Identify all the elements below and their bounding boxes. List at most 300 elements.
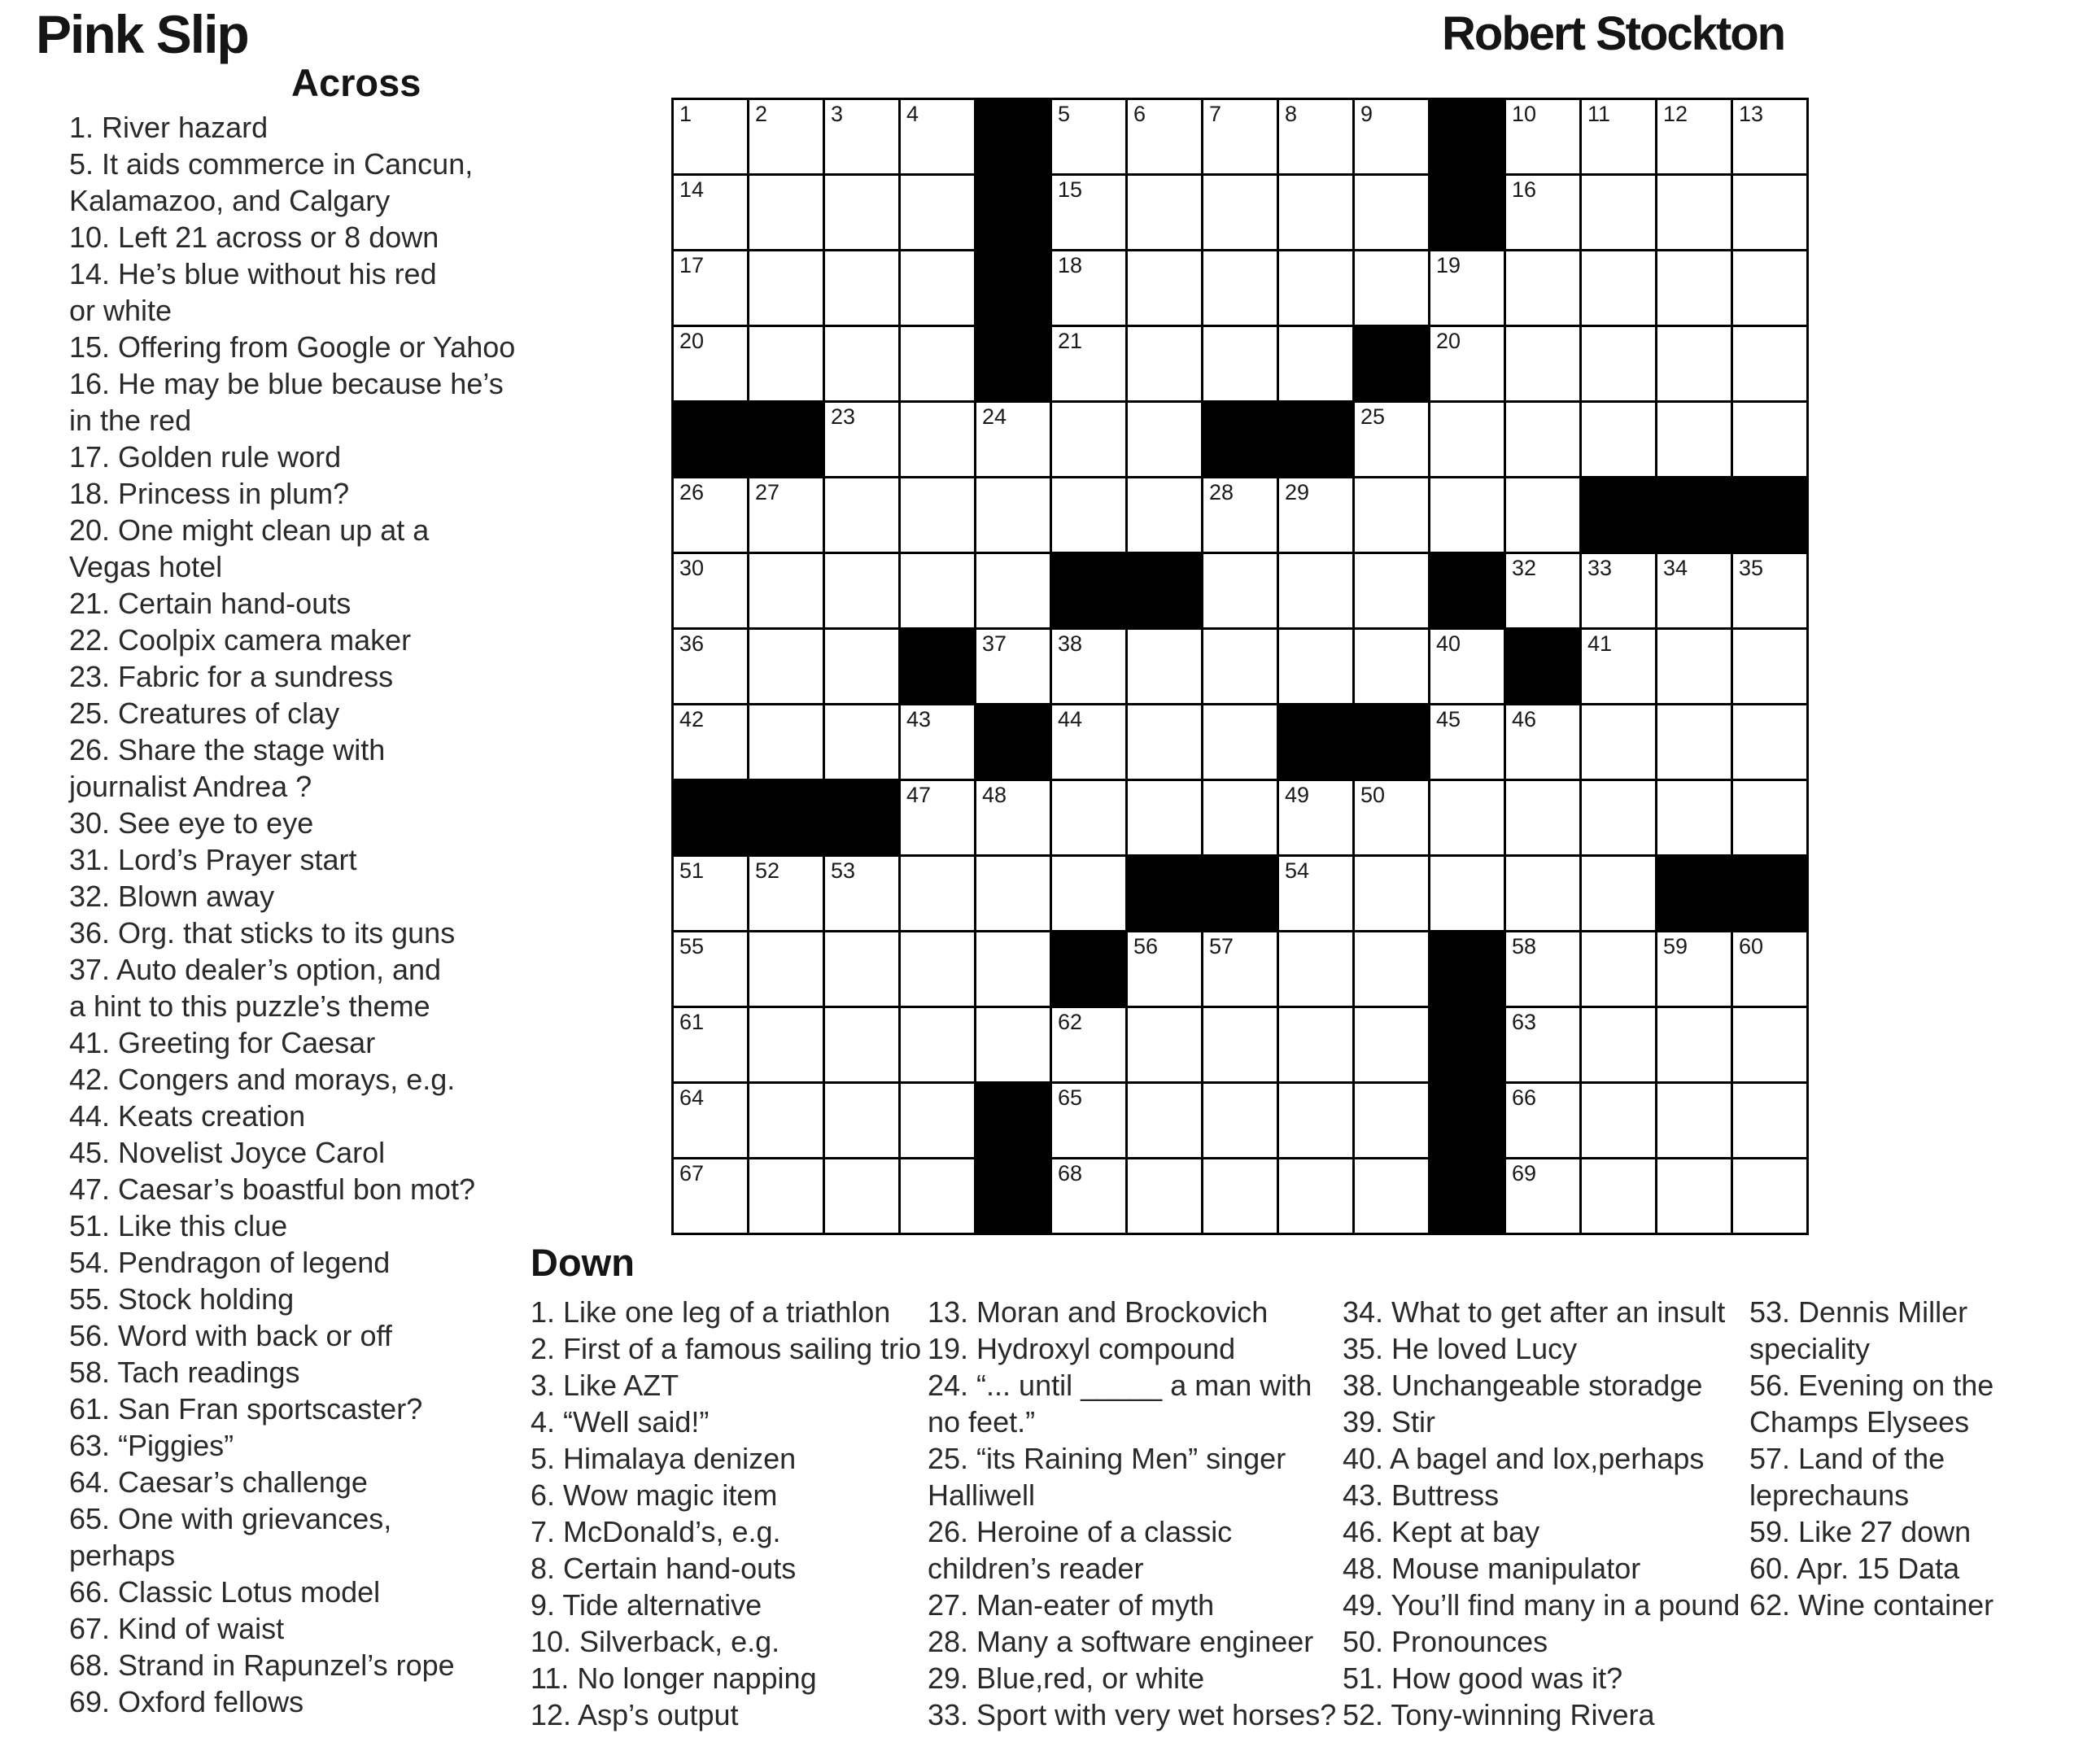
down-clue-line: 43. Buttress xyxy=(1343,1478,1500,1512)
grid-cell[interactable] xyxy=(825,705,898,779)
grid-cell[interactable] xyxy=(901,781,974,854)
grid-cell[interactable] xyxy=(1582,781,1655,854)
down-clue-line: 48. Mouse manipulator xyxy=(1343,1552,1641,1585)
grid-cell[interactable] xyxy=(1355,1008,1428,1081)
grid-cell[interactable] xyxy=(674,554,747,627)
grid-cell[interactable] xyxy=(1733,781,1806,854)
grid-cell[interactable] xyxy=(1203,251,1277,325)
grid-cell[interactable] xyxy=(1582,1008,1655,1081)
grid-cell[interactable] xyxy=(1355,478,1428,552)
down-clue-line: Halliwell xyxy=(928,1478,1036,1512)
down-clue-line: 40. A bagel and lox,perhaps xyxy=(1343,1442,1705,1475)
grid-cell[interactable] xyxy=(1733,327,1806,400)
cell-number: 19 xyxy=(1436,253,1461,277)
grid-cell[interactable] xyxy=(1506,857,1579,930)
grid-cell[interactable] xyxy=(1052,1084,1125,1157)
grid-cell[interactable] xyxy=(1203,554,1277,627)
grid-cell-black xyxy=(1052,554,1125,627)
grid-cell[interactable] xyxy=(1052,478,1125,552)
grid-cell[interactable] xyxy=(749,630,823,703)
across-clue-line: 26. Share the stage with xyxy=(69,733,386,766)
grid-cell[interactable] xyxy=(1355,554,1428,627)
grid-cell[interactable] xyxy=(1733,1008,1806,1081)
grid-cell-black xyxy=(1279,403,1352,476)
grid-cell[interactable] xyxy=(1657,176,1731,249)
grid-cell[interactable] xyxy=(1582,705,1655,779)
grid-cell[interactable] xyxy=(1582,630,1655,703)
grid-cell[interactable] xyxy=(674,100,747,173)
cell-number: 62 xyxy=(1058,1010,1083,1034)
grid-cell[interactable] xyxy=(901,1008,974,1081)
across-clue-line: or white xyxy=(69,294,172,327)
across-clue-line: 23. Fabric for a sundress xyxy=(69,660,394,693)
grid-cell[interactable] xyxy=(749,251,823,325)
grid-cell[interactable] xyxy=(749,1159,823,1233)
across-clue-line: 47. Caesar’s boastful bon mot? xyxy=(69,1172,475,1206)
grid-cell[interactable] xyxy=(1657,1008,1731,1081)
grid-cell[interactable] xyxy=(1657,100,1731,173)
grid-cell[interactable] xyxy=(1355,781,1428,854)
grid-cell-black xyxy=(1279,705,1352,779)
down-clue-line: leprechauns xyxy=(1749,1478,1910,1512)
grid-cell[interactable] xyxy=(1733,251,1806,325)
grid-cell[interactable] xyxy=(1203,1008,1277,1081)
grid-cell[interactable] xyxy=(1657,932,1731,1006)
cell-number: 64 xyxy=(679,1085,705,1110)
grid-cell-black xyxy=(1203,857,1277,930)
down-clue-line: 60. Apr. 15 Data xyxy=(1749,1552,1960,1585)
grid-cell[interactable] xyxy=(901,1084,974,1157)
grid-cell-black xyxy=(976,251,1050,325)
grid-cell[interactable] xyxy=(1430,403,1504,476)
across-clue-list xyxy=(69,109,590,1720)
grid-cell-black xyxy=(1506,630,1579,703)
cell-number: 23 xyxy=(831,404,856,429)
grid-cell[interactable] xyxy=(1506,781,1579,854)
grid-cell[interactable] xyxy=(674,705,747,779)
cell-number: 52 xyxy=(755,858,780,883)
grid-cell[interactable] xyxy=(1582,1084,1655,1157)
down-clue-column-1 xyxy=(531,1294,931,1733)
grid-cell[interactable] xyxy=(976,478,1050,552)
down-clue-column-2 xyxy=(928,1294,1341,1733)
cell-number: 37 xyxy=(982,631,1007,656)
across-clue-line: 16. He may be blue because he’s xyxy=(69,367,504,400)
grid-cell[interactable] xyxy=(1506,554,1579,627)
grid-cell[interactable] xyxy=(1355,100,1428,173)
across-clue-line: 65. One with grievances, xyxy=(69,1502,392,1535)
grid-cell[interactable] xyxy=(1355,403,1428,476)
grid-cell[interactable] xyxy=(1279,781,1352,854)
cell-number: 48 xyxy=(982,783,1007,807)
cell-number: 20 xyxy=(1436,329,1461,353)
across-clue-line: 61. San Fran sportscaster? xyxy=(69,1392,423,1426)
across-clue-line: perhaps xyxy=(69,1539,176,1572)
grid-cell[interactable] xyxy=(1430,478,1504,552)
cell-number: 59 xyxy=(1663,934,1688,958)
cell-number: 36 xyxy=(679,631,705,656)
grid-cell[interactable] xyxy=(1203,327,1277,400)
grid-cell[interactable] xyxy=(825,630,898,703)
grid-cell-black xyxy=(1430,1008,1504,1081)
grid-cell[interactable] xyxy=(1128,1008,1201,1081)
cell-number: 58 xyxy=(1512,934,1537,958)
grid-cell[interactable] xyxy=(825,932,898,1006)
puzzle-title: Pink Slip xyxy=(36,4,248,64)
grid-cell[interactable] xyxy=(674,857,747,930)
grid-cell[interactable] xyxy=(749,478,823,552)
grid-cell[interactable] xyxy=(1733,932,1806,1006)
grid-cell[interactable] xyxy=(1128,932,1201,1006)
grid-cell[interactable] xyxy=(976,781,1050,854)
grid-cell[interactable] xyxy=(1506,176,1579,249)
cell-number: 35 xyxy=(1739,556,1764,580)
down-clue-line: 25. “its Raining Men” singer xyxy=(928,1442,1286,1475)
grid-cell-black xyxy=(1582,478,1655,552)
grid-cell[interactable] xyxy=(901,554,974,627)
grid-cell[interactable] xyxy=(825,857,898,930)
grid-cell[interactable] xyxy=(825,478,898,552)
grid-cell[interactable] xyxy=(825,403,898,476)
across-clue-line: 68. Strand in Rapunzel’s rope xyxy=(69,1648,455,1682)
grid-cell-black xyxy=(976,327,1050,400)
grid-cell[interactable] xyxy=(674,176,747,249)
grid-cell[interactable] xyxy=(749,327,823,400)
grid-cell[interactable] xyxy=(1128,630,1201,703)
cell-number: 53 xyxy=(831,858,856,883)
across-clue-line: 22. Coolpix camera maker xyxy=(69,623,412,657)
grid-cell[interactable] xyxy=(1657,403,1731,476)
grid-cell[interactable] xyxy=(674,630,747,703)
grid-cell[interactable] xyxy=(1279,176,1352,249)
grid-cell[interactable] xyxy=(1430,630,1504,703)
grid-cell[interactable] xyxy=(674,478,747,552)
grid-cell[interactable] xyxy=(1657,630,1731,703)
grid-cell[interactable] xyxy=(1506,705,1579,779)
grid-cell[interactable] xyxy=(1052,327,1125,400)
down-clue-line: 33. Sport with very wet horses? xyxy=(928,1698,1337,1731)
grid-cell[interactable] xyxy=(1128,705,1201,779)
grid-cell[interactable] xyxy=(674,1008,747,1081)
cell-number: 57 xyxy=(1209,934,1234,958)
down-clue-line: Champs Elysees xyxy=(1749,1405,1970,1439)
grid-cell[interactable] xyxy=(976,630,1050,703)
grid-cell[interactable] xyxy=(1052,705,1125,779)
cell-number: 1 xyxy=(679,102,692,126)
down-clue-line: 7. McDonald’s, e.g. xyxy=(531,1515,781,1548)
down-clue-line: 5. Himalaya denizen xyxy=(531,1442,797,1475)
grid-cell[interactable] xyxy=(1279,1084,1352,1157)
grid-cell[interactable] xyxy=(1279,857,1352,930)
grid-cell[interactable] xyxy=(1052,403,1125,476)
grid-cell[interactable] xyxy=(1733,100,1806,173)
grid-cell[interactable] xyxy=(1582,327,1655,400)
across-clue-line: 1. River hazard xyxy=(69,111,269,144)
grid-cell[interactable] xyxy=(1203,1159,1277,1233)
down-clue-line: 56. Evening on the xyxy=(1749,1369,1994,1402)
grid-cell[interactable] xyxy=(1355,1084,1428,1157)
grid-cell[interactable] xyxy=(1128,327,1201,400)
cell-number: 17 xyxy=(679,253,705,277)
cell-number: 24 xyxy=(982,404,1007,429)
grid-cell[interactable] xyxy=(825,327,898,400)
grid-cell[interactable] xyxy=(674,327,747,400)
grid-cell[interactable] xyxy=(1355,630,1428,703)
grid-cell[interactable] xyxy=(1657,1084,1731,1157)
grid-cell[interactable] xyxy=(825,100,898,173)
across-clue-line: 55. Stock holding xyxy=(69,1282,295,1316)
grid-cell[interactable] xyxy=(1279,554,1352,627)
grid-cell[interactable] xyxy=(1506,932,1579,1006)
cell-number: 68 xyxy=(1058,1161,1083,1185)
cell-number: 55 xyxy=(679,934,705,958)
grid-cell[interactable] xyxy=(1128,781,1201,854)
grid-cell[interactable] xyxy=(749,1008,823,1081)
grid-cell[interactable] xyxy=(1582,403,1655,476)
across-clue-line: 37. Auto dealer’s option, and xyxy=(69,953,442,986)
grid-cell[interactable] xyxy=(1582,1159,1655,1233)
grid-cell[interactable] xyxy=(1582,251,1655,325)
grid-cell[interactable] xyxy=(1733,1084,1806,1157)
grid-cell[interactable] xyxy=(901,1159,974,1233)
grid-cell[interactable] xyxy=(749,176,823,249)
grid-cell[interactable] xyxy=(1506,1159,1579,1233)
grid-cell[interactable] xyxy=(825,554,898,627)
cell-number: 44 xyxy=(1058,707,1083,731)
grid-cell[interactable] xyxy=(1657,781,1731,854)
down-clue-line: 2. First of a famous sailing trio xyxy=(531,1332,922,1365)
grid-cell[interactable] xyxy=(901,100,974,173)
grid-cell[interactable] xyxy=(825,1008,898,1081)
down-clue-line: 27. Man-eater of myth xyxy=(928,1588,1215,1622)
down-clue-line: 28. Many a software engineer xyxy=(928,1625,1314,1658)
grid-cell[interactable] xyxy=(1733,630,1806,703)
cell-number: 41 xyxy=(1587,631,1613,656)
across-clue-line: 64. Caesar’s challenge xyxy=(69,1465,368,1499)
cell-number: 8 xyxy=(1285,102,1298,126)
grid-cell[interactable] xyxy=(1506,1084,1579,1157)
grid-cell[interactable] xyxy=(1355,251,1428,325)
grid-cell[interactable] xyxy=(901,176,974,249)
grid-cell[interactable] xyxy=(1279,100,1352,173)
down-clue-line: 26. Heroine of a classic xyxy=(928,1515,1233,1548)
across-clue-line: 14. He’s blue without his red xyxy=(69,257,437,290)
across-clue-line: 58. Tach readings xyxy=(69,1356,300,1389)
across-clue-line: 31. Lord’s Prayer start xyxy=(69,843,357,876)
grid-cell[interactable] xyxy=(901,327,974,400)
grid-cell[interactable] xyxy=(1128,478,1201,552)
across-clue-line: 18. Princess in plum? xyxy=(69,477,350,510)
grid-cell[interactable] xyxy=(1279,251,1352,325)
grid-cell[interactable] xyxy=(1430,327,1504,400)
grid-cell[interactable] xyxy=(1506,100,1579,173)
grid-cell[interactable] xyxy=(749,857,823,930)
cell-number: 40 xyxy=(1436,631,1461,656)
grid-cell[interactable] xyxy=(1279,932,1352,1006)
grid-cell[interactable] xyxy=(674,1084,747,1157)
cell-number: 10 xyxy=(1512,102,1537,126)
grid-cell[interactable] xyxy=(749,1084,823,1157)
grid-cell[interactable] xyxy=(825,251,898,325)
grid-cell[interactable] xyxy=(901,478,974,552)
grid-cell[interactable] xyxy=(976,403,1050,476)
grid-cell[interactable] xyxy=(825,176,898,249)
cell-number: 11 xyxy=(1587,102,1611,126)
grid-cell[interactable] xyxy=(1430,705,1504,779)
down-clue-line: 19. Hydroxyl compound xyxy=(928,1332,1236,1365)
grid-cell[interactable] xyxy=(1052,100,1125,173)
cell-number: 12 xyxy=(1663,102,1688,126)
grid-cell[interactable] xyxy=(1203,478,1277,552)
grid-cell[interactable] xyxy=(674,1159,747,1233)
grid-cell[interactable] xyxy=(976,554,1050,627)
grid-cell[interactable] xyxy=(749,932,823,1006)
grid-cell[interactable] xyxy=(1733,1159,1806,1233)
grid-cell[interactable] xyxy=(1203,705,1277,779)
cell-number: 51 xyxy=(679,858,705,883)
grid-cell[interactable] xyxy=(1430,857,1504,930)
grid-cell[interactable] xyxy=(1657,251,1731,325)
grid-cell[interactable] xyxy=(1657,1159,1731,1233)
grid-cell[interactable] xyxy=(1203,781,1277,854)
down-clue-line: 1. Like one leg of a triathlon xyxy=(531,1295,891,1329)
grid-cell[interactable] xyxy=(825,1159,898,1233)
cell-number: 14 xyxy=(679,177,705,202)
grid-cell[interactable] xyxy=(901,705,974,779)
grid-cell[interactable] xyxy=(1279,478,1352,552)
grid-cell[interactable] xyxy=(901,403,974,476)
grid-cell-black xyxy=(1430,554,1504,627)
grid-cell[interactable] xyxy=(1052,251,1125,325)
grid-cell[interactable] xyxy=(1128,403,1201,476)
grid-cell-black xyxy=(674,403,747,476)
grid-cell[interactable] xyxy=(1733,176,1806,249)
grid-cell[interactable] xyxy=(1203,932,1277,1006)
grid-cell-black xyxy=(1355,327,1428,400)
cell-number: 15 xyxy=(1058,177,1083,202)
grid-cell[interactable] xyxy=(1506,403,1579,476)
grid-cell[interactable] xyxy=(674,932,747,1006)
grid-cell[interactable] xyxy=(1128,176,1201,249)
grid-cell[interactable] xyxy=(1657,705,1731,779)
grid-cell[interactable] xyxy=(1506,1008,1579,1081)
grid-cell[interactable] xyxy=(1203,100,1277,173)
down-clue-line: 39. Stir xyxy=(1343,1405,1436,1439)
down-clue-line: 10. Silverback, e.g. xyxy=(531,1625,780,1658)
grid-cell[interactable] xyxy=(749,554,823,627)
grid-cell[interactable] xyxy=(976,857,1050,930)
cell-number: 33 xyxy=(1587,556,1613,580)
down-clue-column-3 xyxy=(1343,1294,1748,1733)
cell-number: 60 xyxy=(1739,934,1764,958)
grid-cell-black xyxy=(1430,176,1504,249)
down-clue-line: 11. No longer napping xyxy=(531,1661,817,1695)
grid-cell[interactable] xyxy=(1733,705,1806,779)
grid-cell-black xyxy=(976,1084,1050,1157)
grid-cell[interactable] xyxy=(901,857,974,930)
puzzle-author: Robert Stockton xyxy=(1442,7,1785,60)
down-clue-line: 24. “... until _____ a man with xyxy=(928,1369,1312,1402)
cell-number: 16 xyxy=(1512,177,1537,202)
grid-cell[interactable] xyxy=(1052,781,1125,854)
grid-cell[interactable] xyxy=(674,251,747,325)
grid-cell[interactable] xyxy=(1582,554,1655,627)
grid-cell[interactable] xyxy=(1128,1084,1201,1157)
grid-cell[interactable] xyxy=(1430,251,1504,325)
grid-cell[interactable] xyxy=(825,1084,898,1157)
grid-cell-black xyxy=(1128,857,1201,930)
grid-cell[interactable] xyxy=(1506,478,1579,552)
grid-cell[interactable] xyxy=(976,1008,1050,1081)
grid-cell[interactable] xyxy=(1657,554,1731,627)
down-clue-line: 52. Tony-winning Rivera xyxy=(1343,1698,1655,1731)
across-clue-line: 69. Oxford fellows xyxy=(69,1685,304,1718)
grid-cell[interactable] xyxy=(1355,932,1428,1006)
across-clue-line: 45. Novelist Joyce Carol xyxy=(69,1136,386,1169)
across-clue-line: 20. One might clean up at a xyxy=(69,513,430,547)
grid-cell[interactable] xyxy=(901,932,974,1006)
grid-cell[interactable] xyxy=(1203,630,1277,703)
grid-cell[interactable] xyxy=(1052,857,1125,930)
across-clue-line: 15. Offering from Google or Yahoo xyxy=(69,330,516,364)
grid-cell[interactable] xyxy=(1128,1159,1201,1233)
cell-number: 46 xyxy=(1512,707,1537,731)
grid-cell[interactable] xyxy=(1430,781,1504,854)
grid-cell[interactable] xyxy=(1506,251,1579,325)
grid-cell[interactable] xyxy=(1279,1008,1352,1081)
grid-cell[interactable] xyxy=(1582,176,1655,249)
grid-cell-black xyxy=(1733,857,1806,930)
across-clue-line: 36. Org. that sticks to its guns xyxy=(69,916,456,950)
grid-cell[interactable] xyxy=(1203,176,1277,249)
grid-cell[interactable] xyxy=(1279,630,1352,703)
grid-cell[interactable] xyxy=(749,705,823,779)
grid-cell[interactable] xyxy=(1355,857,1428,930)
down-clue-line: 12. Asp’s output xyxy=(531,1698,739,1731)
across-clue-line: 44. Keats creation xyxy=(69,1099,306,1133)
cell-number: 25 xyxy=(1360,404,1386,429)
cell-number: 3 xyxy=(831,102,844,126)
grid-cell[interactable] xyxy=(1128,100,1201,173)
grid-cell[interactable] xyxy=(1582,932,1655,1006)
grid-cell[interactable] xyxy=(1052,1008,1125,1081)
grid-cell[interactable] xyxy=(1052,1159,1125,1233)
grid-cell[interactable] xyxy=(1733,554,1806,627)
grid-cell[interactable] xyxy=(1279,327,1352,400)
cell-number: 49 xyxy=(1285,783,1310,807)
grid-cell[interactable] xyxy=(1128,251,1201,325)
grid-cell[interactable] xyxy=(1582,857,1655,930)
grid-cell[interactable] xyxy=(1279,1159,1352,1233)
grid-cell[interactable] xyxy=(1355,176,1428,249)
grid-cell[interactable] xyxy=(1506,327,1579,400)
grid-cell[interactable] xyxy=(976,932,1050,1006)
grid-cell[interactable] xyxy=(1733,403,1806,476)
grid-cell[interactable] xyxy=(1355,1159,1428,1233)
grid-cell[interactable] xyxy=(1052,176,1125,249)
across-clue-line: 67. Kind of waist xyxy=(69,1612,285,1645)
grid-cell-black xyxy=(1128,554,1201,627)
grid-cell[interactable] xyxy=(1582,100,1655,173)
grid-cell[interactable] xyxy=(1203,1084,1277,1157)
grid-cell[interactable] xyxy=(1052,630,1125,703)
grid-cell[interactable] xyxy=(1657,327,1731,400)
across-clue-line: 41. Greeting for Caesar xyxy=(69,1026,376,1059)
grid-cell[interactable] xyxy=(749,100,823,173)
across-clue-line: 10. Left 21 across or 8 down xyxy=(69,220,439,254)
cell-number: 67 xyxy=(679,1161,705,1185)
grid-cell[interactable] xyxy=(901,251,974,325)
